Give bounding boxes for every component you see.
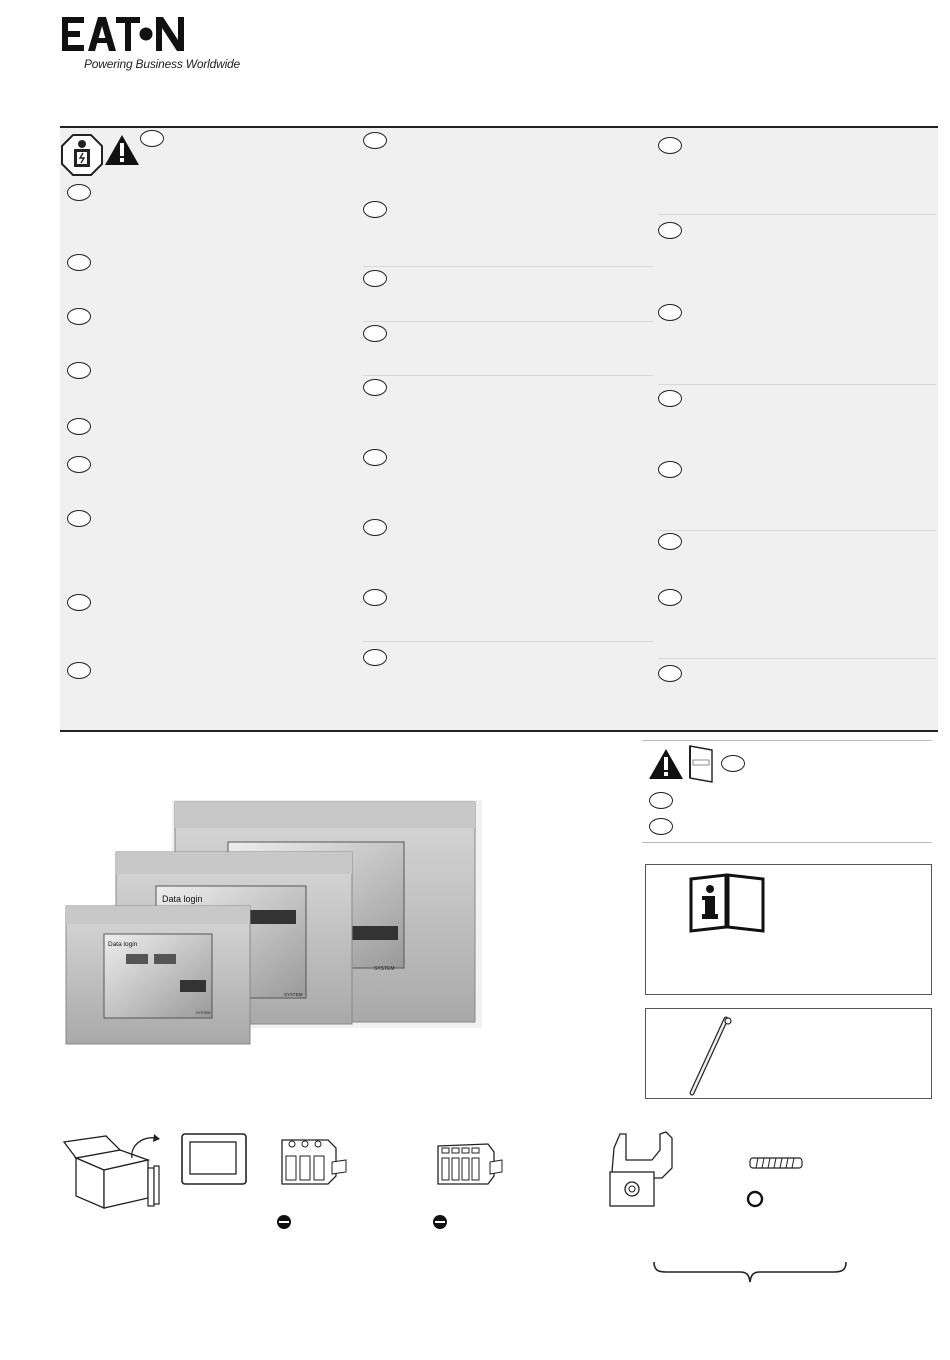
lang-circle: [67, 510, 91, 527]
system-button-label: SYSTEM: [374, 966, 395, 972]
lang-circle: [658, 533, 682, 550]
manual-book-icon: [686, 744, 716, 784]
lang-circle: [721, 755, 745, 772]
lang-circle: [658, 665, 682, 682]
lang-circle: [363, 589, 387, 606]
lang-circle: [67, 662, 91, 679]
lang-circle: [67, 308, 91, 325]
divider: [363, 266, 653, 267]
info-book-icon: [688, 871, 766, 933]
lang-circle: [363, 449, 387, 466]
lang-circle: [363, 132, 387, 149]
divider: [363, 375, 653, 376]
minus-circle-icon: [432, 1214, 448, 1230]
lang-circle: [658, 137, 682, 154]
open-box-icon: [60, 1128, 170, 1214]
lang-circle: [67, 362, 91, 379]
divider: [658, 658, 936, 659]
divider: [658, 530, 936, 531]
warning-triangle-icon: [648, 748, 684, 780]
lang-circle: [67, 184, 91, 201]
stylus-box: [645, 1008, 932, 1099]
lang-circle: [67, 418, 91, 435]
lang-circle: [658, 589, 682, 606]
lang-circle: [363, 519, 387, 536]
grouping-brace: [652, 1260, 848, 1288]
mounting-clamp-icon: [606, 1128, 678, 1212]
nut-icon: [746, 1190, 764, 1208]
lang-circle: [67, 456, 91, 473]
divider: [658, 214, 936, 215]
eaton-logo: [62, 14, 186, 54]
terminal-block-5pin-icon: [432, 1136, 504, 1192]
lang-circle: [658, 222, 682, 239]
screen-title-small: Data login: [108, 941, 138, 948]
lang-circle: [67, 254, 91, 271]
lang-circle: [658, 390, 682, 407]
divider: [363, 641, 653, 642]
lang-circle: [67, 594, 91, 611]
lang-circle: [363, 325, 387, 342]
tagline: Powering Business Worldwide: [84, 57, 241, 71]
terminal-block-3pin-icon: [276, 1132, 348, 1194]
lang-circle: [658, 304, 682, 321]
divider: [642, 740, 932, 741]
lang-circle: [140, 130, 164, 147]
warning-triangle-icon: [104, 134, 140, 166]
divider: [363, 321, 653, 322]
stylus-pen-icon: [682, 1013, 736, 1097]
divider: [658, 384, 936, 385]
lang-circle: [363, 201, 387, 218]
minus-circle-icon: [276, 1214, 292, 1230]
lang-circle: [363, 649, 387, 666]
product-photo: [60, 790, 490, 1060]
lang-circle: [658, 461, 682, 478]
lang-circle: [363, 270, 387, 287]
electrician-icon: [60, 133, 104, 177]
language-panel: [60, 126, 938, 732]
info-box: [645, 864, 932, 995]
lang-circle: [649, 792, 673, 809]
divider: [642, 842, 932, 843]
screen-title-mid: Data login: [162, 894, 203, 904]
system-button-label: SYSTEM: [196, 1011, 211, 1015]
system-button-label: SYSTEM: [284, 992, 303, 997]
lang-circle: [649, 818, 673, 835]
display-panel-icon: [180, 1132, 250, 1188]
lang-circle: [363, 379, 387, 396]
screw-icon: [744, 1154, 808, 1172]
